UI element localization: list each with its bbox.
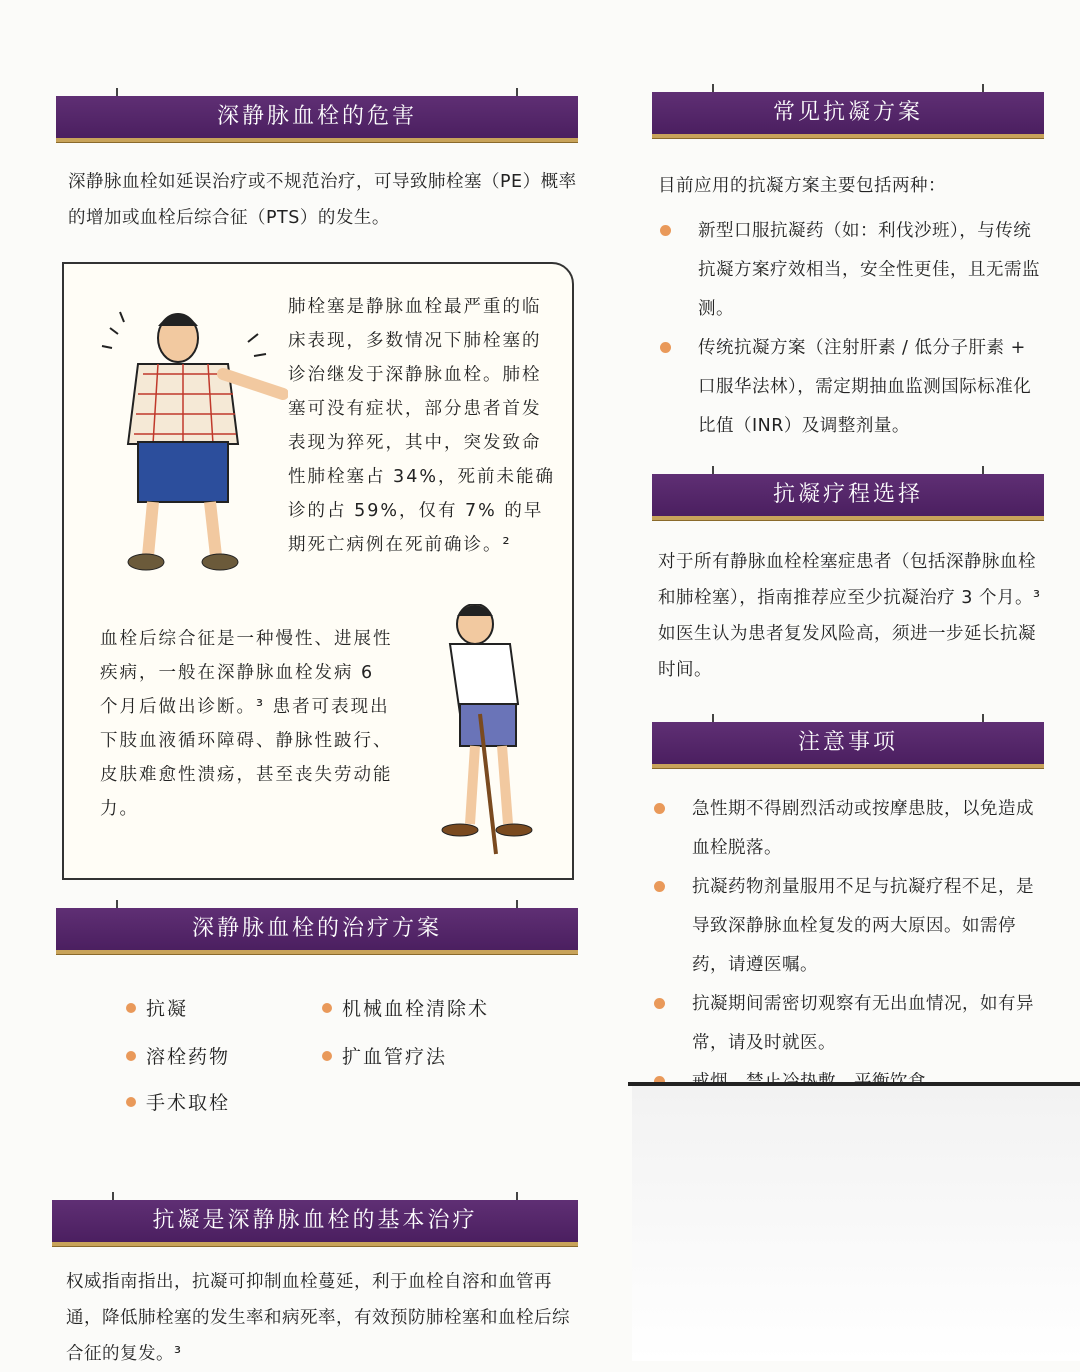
section-title: 深静脉血栓的治疗方案 [191,916,442,941]
plans-list [654,212,1044,446]
section-title: 深静脉血栓的危害 [216,104,417,129]
treatment-option: 手术取栓 [126,1088,230,1115]
section-header-basic-treatment [52,1200,578,1246]
plans-intro: 目前应用的抗凝方案主要包括两种： [658,176,946,196]
section-header-harm [56,96,578,142]
section-header-course [652,474,1044,520]
list-item: 新型口服抗凝药（如：利伐沙班），与传统抗凝方案疗效相当，安全性更佳，且无需监测。 [654,212,1044,329]
treatment-options [56,954,586,1164]
bullet-dot-icon [126,1097,136,1107]
pulmonary-embolism-text: 肺栓塞是静脉血栓最严重的临床表现，多数情况下肺栓塞的诊治继发于深静脉血栓。肺栓塞可没有症状，部分患者首发表现为猝死，其中，突发致命性肺栓塞占 34%，死前未能确诊的占 59%，仅有 7% 的早期死亡病例在死前确诊。² [288,297,555,555]
bullet-dot-icon [126,1003,136,1013]
chest-pain-man-illustration [98,304,288,584]
post-thrombotic-syndrome-text: 血栓后综合征是一种慢性、进展性疾病，一般在深静脉血栓发病 6 个月后做出诊断。³ 患者可表现出下肢血液循环障碍、静脉性跛行、皮肤难愈性溃疡，甚至丧失劳动能力。 [100,629,393,819]
notes-list [648,790,1038,1102]
section-title: 抗凝疗程选择 [772,482,923,507]
bullet-dot-icon [654,998,665,1009]
list-item: 抗凝药物剂量服用不足与抗凝疗程不足，是导致深静脉血栓复发的两大原因。如需停药，请遵医嘱。 [648,868,1038,985]
bullet-dot-icon [654,803,665,814]
section-title: 抗凝是深静脉血栓的基本治疗 [152,1208,478,1233]
section-header-treatment [56,908,578,954]
treatment-option: 扩血管疗法 [322,1042,447,1069]
bullet-dot-icon [660,342,671,353]
blank-panel [632,1086,1080,1361]
basic-treatment-text: 权威指南指出，抗凝可抑制血栓蔓延，利于血栓自溶和血管再通，降低肺栓塞的发生率和病死率，有效预防肺栓塞和血栓后综合征的复发。³ [66,1272,570,1364]
bullet-dot-icon [322,1003,332,1013]
bullet-dot-icon [126,1051,136,1061]
right-column [648,92,1048,1102]
list-item: 抗凝期间需密切观察有无出血情况，如有异常，请及时就医。 [648,985,1038,1063]
section-header-notes [652,722,1044,768]
list-item: 急性期不得剧烈活动或按摩患肢，以免造成血栓脱落。 [648,790,1038,868]
treatment-option: 溶栓药物 [126,1042,230,1069]
treatment-option: 机械血栓清除术 [322,994,489,1021]
cane-man-illustration [430,604,550,864]
treatment-option: 抗凝 [126,994,188,1021]
bullet-dot-icon [660,225,671,236]
harm-intro: 深静脉血栓如延误治疗或不规范治疗，可导致肺栓塞（PE）概率的增加或血栓后综合征（PTS）的发生。 [68,172,577,228]
illustration-card [62,262,574,880]
course-text: 对于所有静脉血栓栓塞症患者（包括深静脉血栓和肺栓塞），指南推荐应至少抗凝治疗 3 个月。³ 如医生认为患者复发风险高，须进一步延长抗凝时间。 [658,552,1041,680]
section-header-plans [652,92,1044,138]
section-title: 注意事项 [797,730,898,755]
section-title: 常见抗凝方案 [772,100,923,125]
bullet-dot-icon [322,1051,332,1061]
bullet-dot-icon [654,881,665,892]
left-column [56,96,586,1372]
list-item: 传统抗凝方案（注射肝素 / 低分子肝素 + 口服华法林），需定期抽血监测国际标准化比值（INR）及调整剂量。 [654,329,1044,446]
